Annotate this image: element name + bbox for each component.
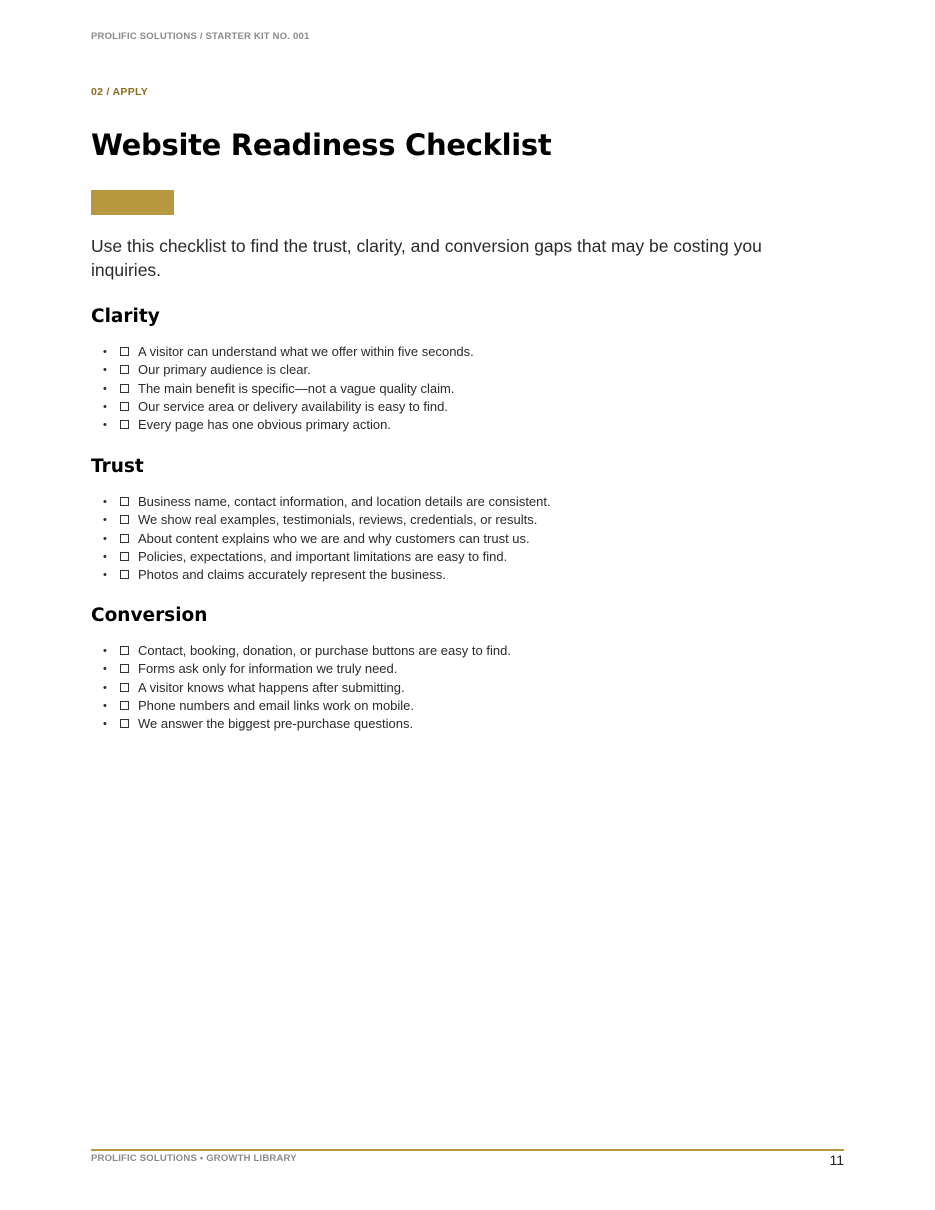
checkbox-icon[interactable] <box>120 534 129 543</box>
checklist-section-trust <box>91 455 844 584</box>
section-heading: Trust <box>91 456 144 477</box>
checklist-item <box>91 642 844 660</box>
checklist <box>91 642 844 733</box>
bullet-icon: • <box>103 419 107 432</box>
checklist-item-text: The main benefit is specific—not a vague quality claim. <box>138 380 455 396</box>
checklist-item-text: Business name, contact information, and location details are consistent. <box>138 494 551 509</box>
title-accent-bar <box>91 190 174 215</box>
checklist-item-text: Policies, expectations, and important limitations are easy to find. <box>138 548 508 564</box>
bullet-icon: • <box>103 364 107 377</box>
checklist-item-text: Photos and claims accurately represent the business. <box>138 567 446 583</box>
checkbox-icon[interactable] <box>120 384 129 393</box>
checkbox-icon[interactable] <box>120 664 129 673</box>
checkbox-icon[interactable] <box>120 701 129 710</box>
checkbox-icon[interactable] <box>120 420 129 429</box>
checklist-section-clarity <box>91 305 844 434</box>
checkbox-icon[interactable] <box>120 365 129 374</box>
checklist-item-text: We answer the biggest pre-purchase questions. <box>138 716 414 732</box>
page-title: Website Readiness Checklist <box>91 128 552 162</box>
bullet-icon: • <box>103 496 107 508</box>
checklist-item-text: Our primary audience is clear. <box>138 362 311 378</box>
checklist-item <box>91 548 844 566</box>
checklist-item <box>91 679 844 697</box>
section-heading: Conversion <box>91 605 208 626</box>
footer-rule <box>91 1149 844 1151</box>
bullet-icon: • <box>103 681 107 694</box>
bullet-icon: • <box>103 346 107 358</box>
checklist-item <box>91 697 844 715</box>
bullet-icon: • <box>103 550 107 563</box>
checklist-item <box>91 493 844 511</box>
section-eyebrow: 02 / APPLY <box>91 86 149 98</box>
document-page <box>91 0 844 1210</box>
checkbox-icon[interactable] <box>120 515 129 524</box>
checklist-section-conversion <box>91 604 844 733</box>
checklist-item-text: Forms ask only for information we truly need. <box>138 661 398 677</box>
checklist-item-text: We show real examples, testimonials, reviews, credentials, or results. <box>138 512 538 528</box>
bullet-icon: • <box>103 382 107 395</box>
checklist-item-text: Every page has one obvious primary action. <box>138 417 391 433</box>
checkbox-icon[interactable] <box>120 347 129 356</box>
bullet-icon: • <box>103 718 107 731</box>
checklist-item <box>91 380 844 398</box>
bullet-icon: • <box>103 699 107 712</box>
checkbox-icon[interactable] <box>120 497 129 506</box>
bullet-icon: • <box>103 663 107 676</box>
bullet-icon: • <box>103 569 107 582</box>
bullet-icon: • <box>103 400 107 413</box>
checkbox-icon[interactable] <box>120 683 129 692</box>
bullet-icon: • <box>103 514 107 527</box>
checkbox-icon[interactable] <box>120 570 129 579</box>
section-heading: Clarity <box>91 306 160 327</box>
checklist-item-text: About content explains who we are and why customers can trust us. <box>138 530 530 546</box>
checklist-item <box>91 660 844 678</box>
checklist-item <box>91 398 844 416</box>
running-footer: PROLIFIC SOLUTIONS • GROWTH LIBRARY <box>91 1153 297 1164</box>
checklist-item <box>91 566 844 584</box>
bullet-icon: • <box>103 532 107 545</box>
checklist-item <box>91 361 844 379</box>
checklist-item <box>91 530 844 548</box>
checkbox-icon[interactable] <box>120 719 129 728</box>
checkbox-icon[interactable] <box>120 646 129 655</box>
checklist <box>91 493 844 584</box>
checkbox-icon[interactable] <box>120 402 129 411</box>
intro-paragraph: Use this checklist to find the trust, clarity, and conversion gaps that may be costing you inquiries. <box>91 236 762 280</box>
checklist-item <box>91 715 844 733</box>
checklist-item-text: A visitor knows what happens after submitting. <box>138 679 405 695</box>
checklist-item-text: A visitor can understand what we offer within five seconds. <box>138 344 474 359</box>
checklist-item-text: Phone numbers and email links work on mobile. <box>138 697 415 713</box>
checklist-item-text: Our service area or delivery availability is easy to find. <box>138 398 448 414</box>
checklist-item <box>91 511 844 529</box>
checklist-item <box>91 343 844 361</box>
running-header: PROLIFIC SOLUTIONS / STARTER KIT NO. 001 <box>91 31 310 42</box>
bullet-icon: • <box>103 645 107 657</box>
page-number: 11 <box>829 1152 844 1168</box>
checkbox-icon[interactable] <box>120 552 129 561</box>
checklist-item <box>91 416 844 434</box>
checklist <box>91 343 844 434</box>
checklist-item-text: Contact, booking, donation, or purchase buttons are easy to find. <box>138 643 511 658</box>
